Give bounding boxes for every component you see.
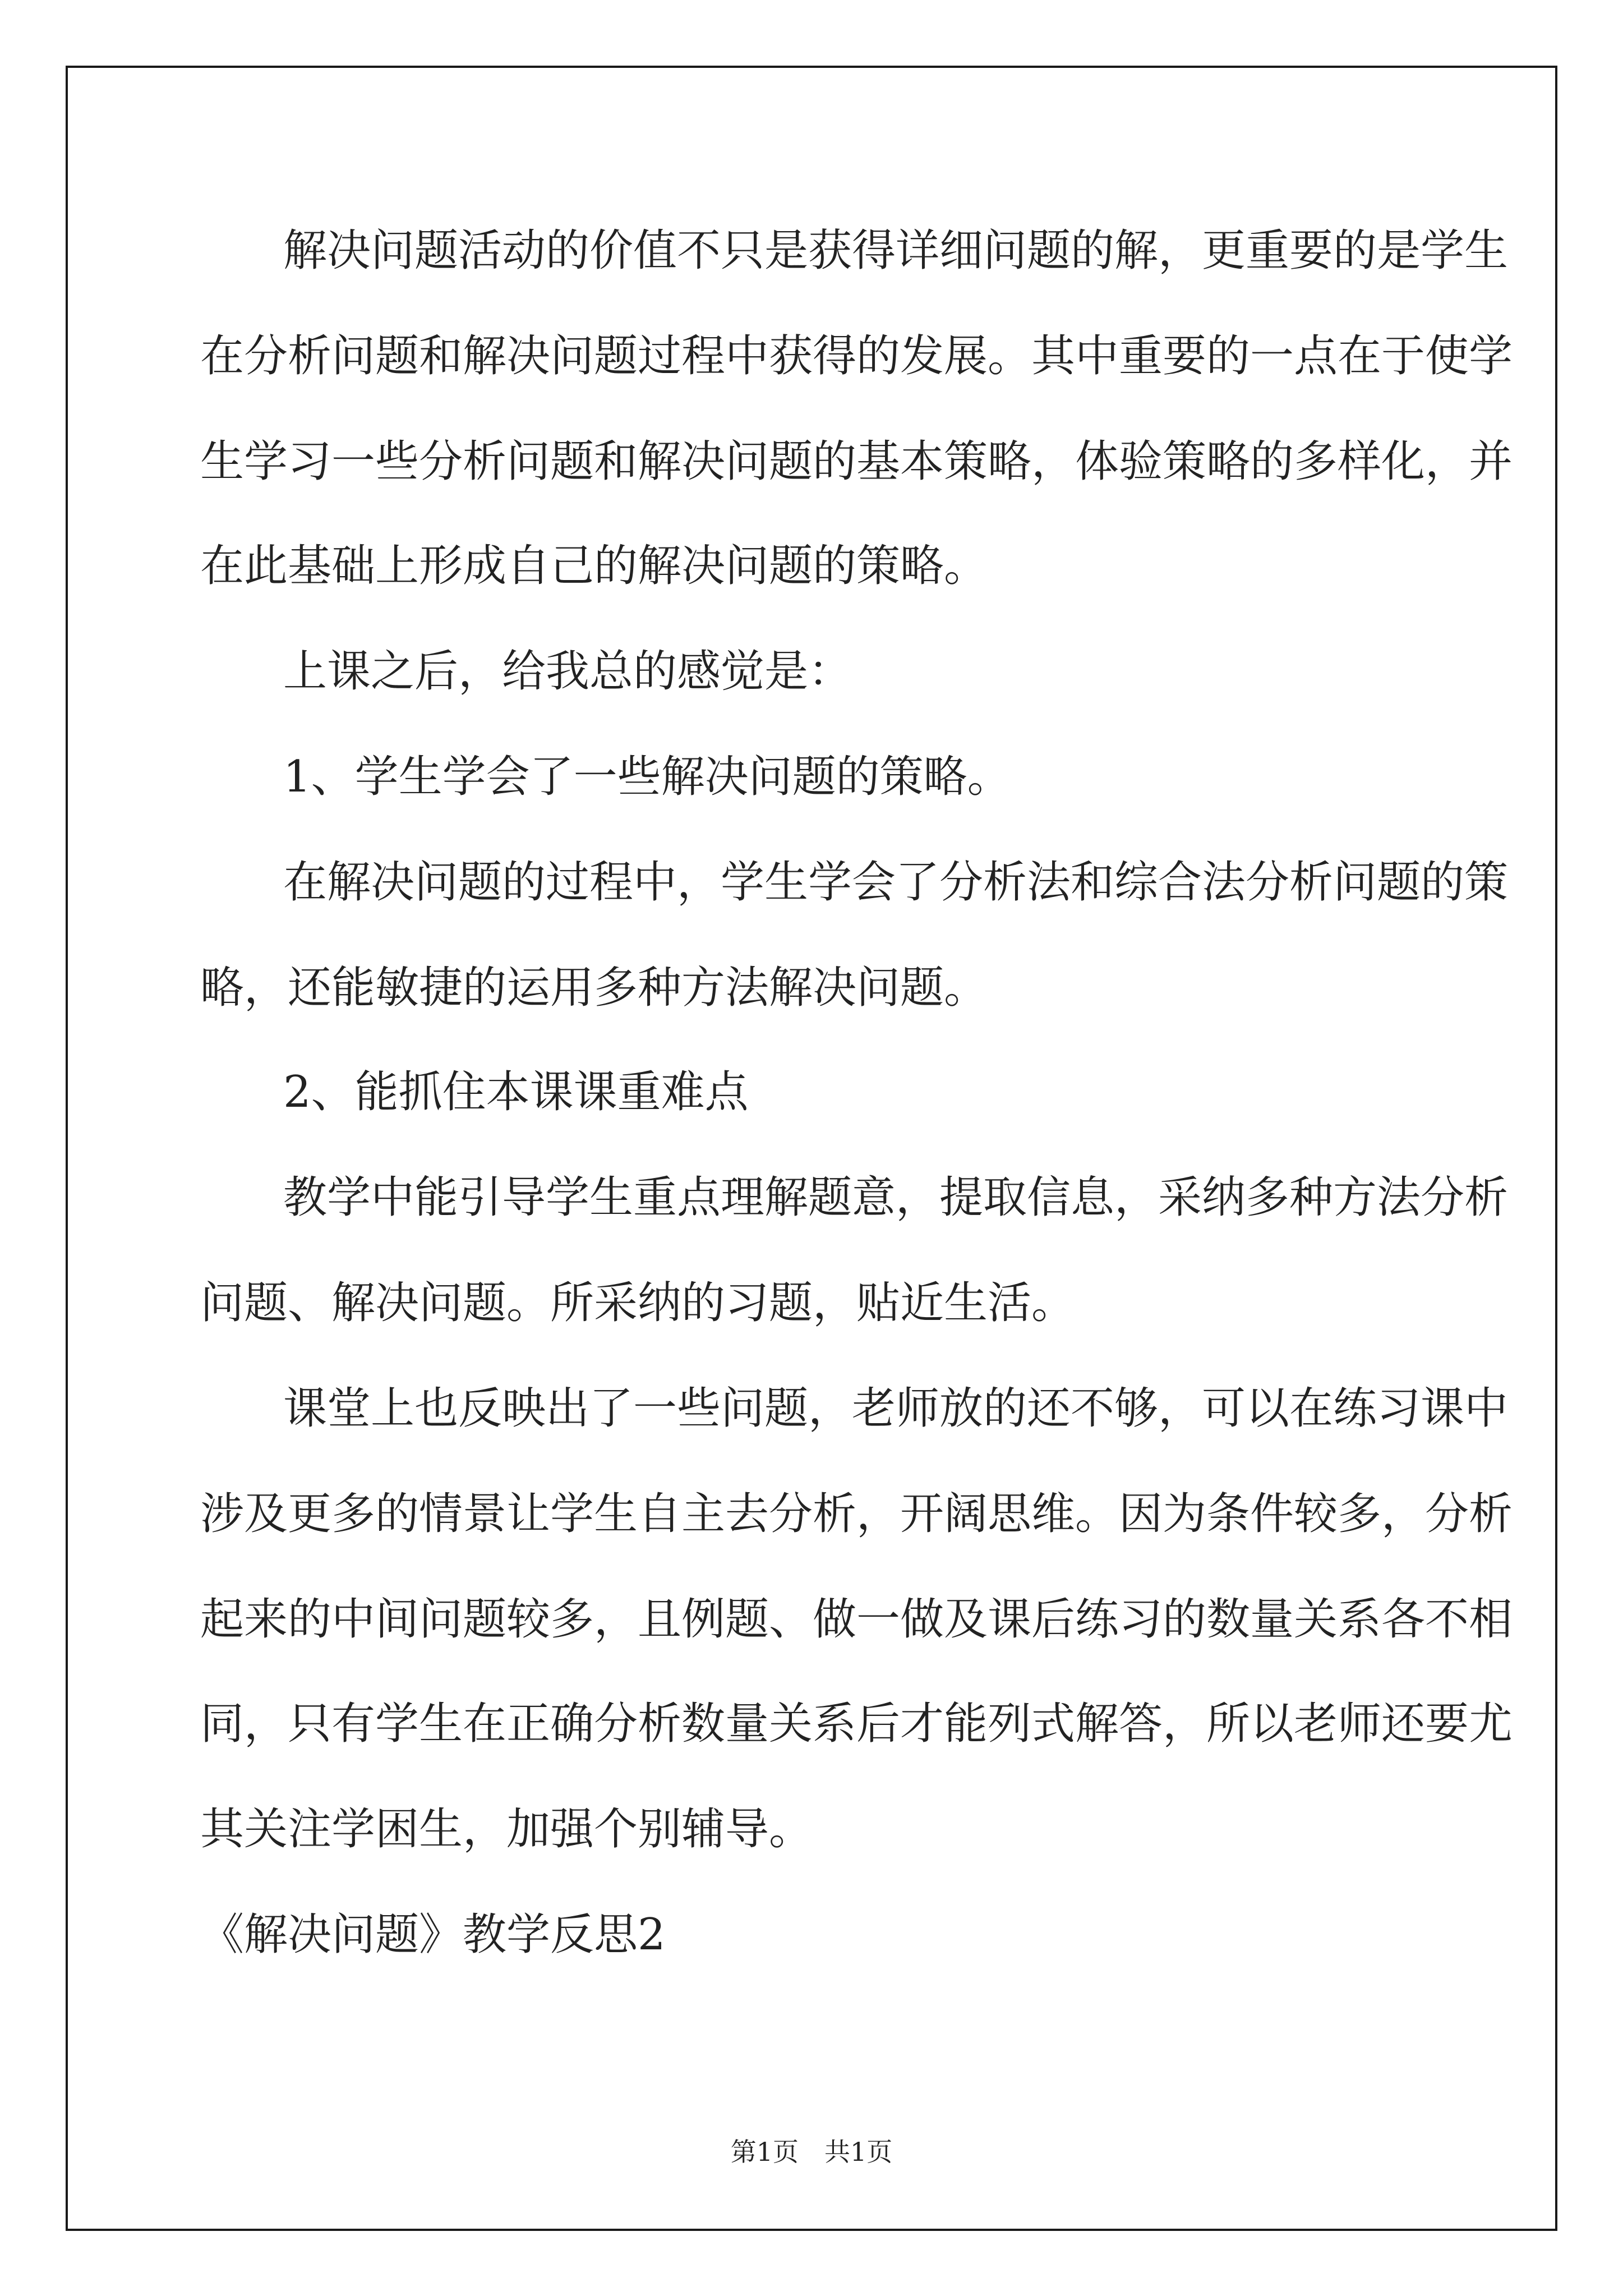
paragraph-4-line-1: 在解决问题的过程中，学生学会了分析法和综合法分析问题的策 xyxy=(283,857,1509,908)
paragraph-2-line-1: 上课之后，给我总的感觉是： xyxy=(283,646,852,697)
section-title: 《解决问题》教学反思2 xyxy=(200,1910,666,1960)
paragraph-7-line-3: 起来的中间问题较多，且例题、做一做及课后练习的数量关系各不相 xyxy=(200,1594,1513,1645)
paragraph-4-line-2: 略，还能敏捷的运用多种方法解决问题。 xyxy=(200,963,988,1013)
paragraph-1-line-3: 生学习一些分析问题和解决问题的基本策略，体验策略的多样化，并 xyxy=(200,436,1513,487)
paragraph-5-line-1: 2、能抓住本课课重难点 xyxy=(283,1067,749,1117)
paragraph-7-line-5: 其关注学困生，加强个别辅导。 xyxy=(200,1804,813,1855)
paragraph-7-line-4: 同，只有学生在正确分析数量关系后才能列式解答，所以老师还要尤 xyxy=(200,1699,1513,1749)
paragraph-6-line-1: 教学中能引导学生重点理解题意，提取信息，采纳多种方法分析 xyxy=(283,1172,1509,1223)
page-footer: 第1页 共1页 xyxy=(730,2137,893,2167)
paragraph-3-line-1: 1、学生学会了一些解决问题的策略。 xyxy=(283,752,1011,802)
paragraph-6-line-2: 问题、解决问题。所采纳的习题，贴近生活。 xyxy=(200,1278,1076,1328)
page-border xyxy=(66,66,1557,2231)
paragraph-1-line-1: 解决问题活动的价值不只是获得详细问题的解，更重要的是学生 xyxy=(283,226,1509,276)
paragraph-7-line-1: 课堂上也反映出了一些问题，老师放的还不够，可以在练习课中 xyxy=(283,1383,1509,1434)
paragraph-1-line-2: 在分析问题和解决问题过程中获得的发展。其中重要的一点在于使学 xyxy=(200,331,1513,381)
paragraph-1-line-4: 在此基础上形成自己的解决问题的策略。 xyxy=(200,541,988,591)
paragraph-7-line-2: 涉及更多的情景让学生自主去分析，开阔思维。因为条件较多，分析 xyxy=(200,1489,1513,1539)
